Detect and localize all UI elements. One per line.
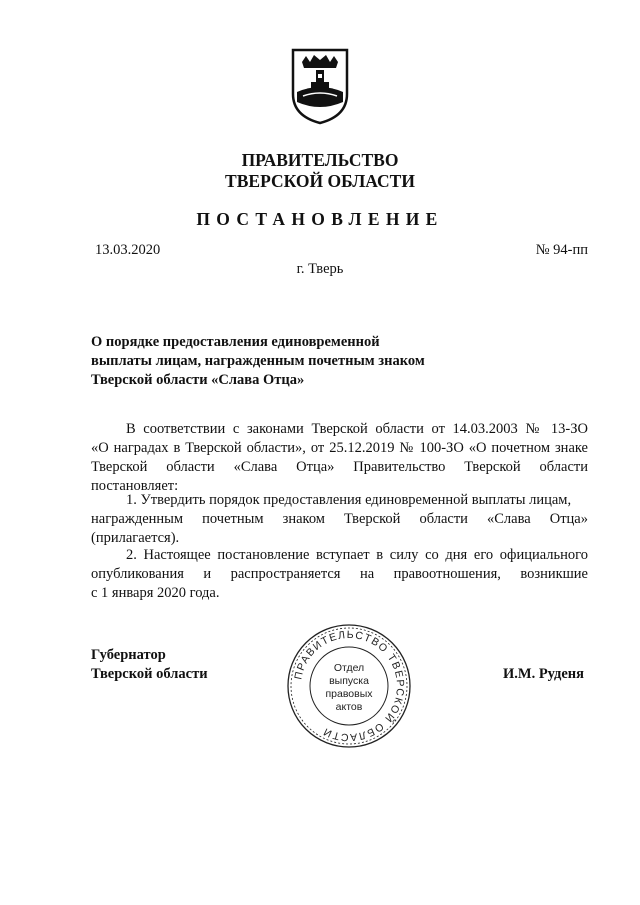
signatory-position-line1: Губернатор xyxy=(91,647,166,663)
body-line: В соответствии с законами Тверской области от 14.03.2003 № 13-ЗО xyxy=(126,421,588,437)
body-line: с 1 января 2020 года. xyxy=(91,585,220,601)
stamp-ring-text: ПРАВИТЕЛЬСТВО ТВЕРСКОЙ ОБЛАСТИ xyxy=(292,628,407,744)
stamp-center-line4: актов xyxy=(335,701,363,713)
body-line: (прилагается). xyxy=(91,530,180,546)
document-title-line3: Тверской области «Слава Отца» xyxy=(91,372,305,388)
document-date: 13.03.2020 xyxy=(95,242,161,258)
official-stamp xyxy=(285,623,413,749)
document-city: г. Тверь xyxy=(296,261,344,277)
body-line: 2. Настоящее постановление вступает в силу со дня его официального xyxy=(126,547,588,563)
body-line: «О наградах в Тверской области», от 25.12.2019 № 100-ЗО «О почетном знаке xyxy=(91,440,588,456)
body-line: награжденным почетным знаком Тверской области «Слава Отца» xyxy=(91,511,588,527)
document-type: ПОСТАНОВЛЕНИЕ xyxy=(196,209,444,229)
organization-name-line2: ТВЕРСКОЙ ОБЛАСТИ xyxy=(225,171,415,191)
document-title-line1: О порядке предоставления единовременной xyxy=(91,334,380,350)
body-line: 1. Утвердить порядок предоставления единовременной выплаты лицам, xyxy=(126,492,572,508)
document-number: № 94-пп xyxy=(535,242,588,258)
signatory-name: И.М. Руденя xyxy=(502,666,584,682)
stamp-center-line1: Отдел xyxy=(333,662,365,674)
coat-of-arms-icon xyxy=(289,46,351,126)
body-line: опубликования и распространяется на правоотношения, возникшие xyxy=(91,566,588,582)
stamp-center-line3: правовых xyxy=(325,688,373,700)
body-line: постановляет: xyxy=(91,478,179,494)
body-line: Тверской области «Слава Отца» Правительство Тверской области xyxy=(91,459,588,475)
stamp-center-line2: выпуска xyxy=(329,675,369,687)
organization-name-line1: ПРАВИТЕЛЬСТВО xyxy=(241,150,399,170)
signatory-position-line2: Тверской области xyxy=(91,666,208,682)
document-title-line2: выплаты лицам, награжденным почетным знаком xyxy=(91,353,425,369)
